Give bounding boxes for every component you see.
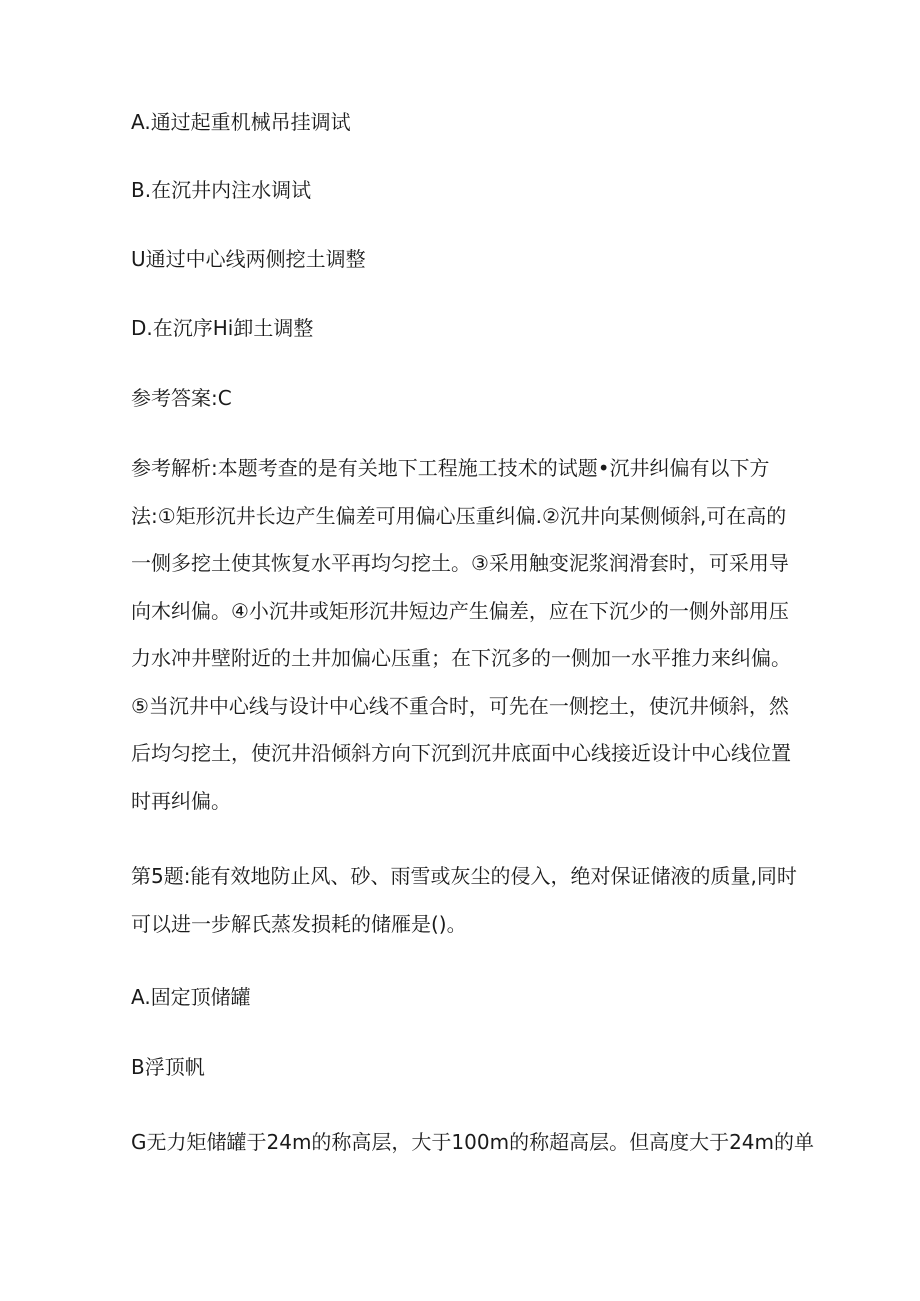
q4-option-a: A.通过起重机械吊挂调试 <box>131 110 351 134</box>
q4-option-c: U通过中心线两侧挖土调整 <box>131 247 366 271</box>
q5-option-c: G无力矩储罐于24m的称高层，大于100m的称超高层。但高度大于24m的单 <box>131 1130 815 1154</box>
analysis-line: 法:①矩形沉井长边产生偏差可用偏心压重纠偏.②沉井向某侧倾斜,可在高的 <box>131 504 787 528</box>
analysis-line: 参考解析:本题考查的是有关地下工程施工技术的试题•沉井纠偏有以下方 <box>131 456 770 480</box>
q5-option-b: B浮顶帆 <box>131 1055 205 1079</box>
q4-answer: 参考答案:C <box>131 386 232 410</box>
analysis-line: 一侧多挖土使其恢复水平再均匀挖土。③采用触变泥浆润滑套时，可采用导 <box>131 551 789 575</box>
analysis-line: ⑤当沉井中心线与设计中心线不重合时，可先在一侧挖土，使沉井倾斜，然 <box>131 694 789 718</box>
q5-stem-line: 第5题:能有效地防止风、砂、雨雪或灰尘的侵入，绝对保证储液的质量,同时 <box>131 864 797 888</box>
analysis-line: 向木纠偏。④小沉井或矩形沉井短边产生偏差，应在下沉少的一侧外部用压 <box>131 599 789 623</box>
q5-stem-line: 可以进一步解氏蒸发损耗的储雁是()。 <box>131 912 467 936</box>
analysis-line: 力水冲井壁附近的土井加偏心压重；在下沉多的一侧加一水平推力来纠偏。 <box>131 646 791 670</box>
q4-option-d: D.在沉序Hi卸土调整 <box>131 316 314 340</box>
analysis-line: 后均匀挖土，使沉井沿倾斜方向下沉到沉井底面中心线接近设计中心线位置 <box>131 741 791 765</box>
q5-option-a: A.固定顶储罐 <box>131 985 251 1009</box>
analysis-line: 时再纠偏。 <box>131 789 231 813</box>
q4-option-b: B.在沉井内注水调试 <box>131 178 312 202</box>
